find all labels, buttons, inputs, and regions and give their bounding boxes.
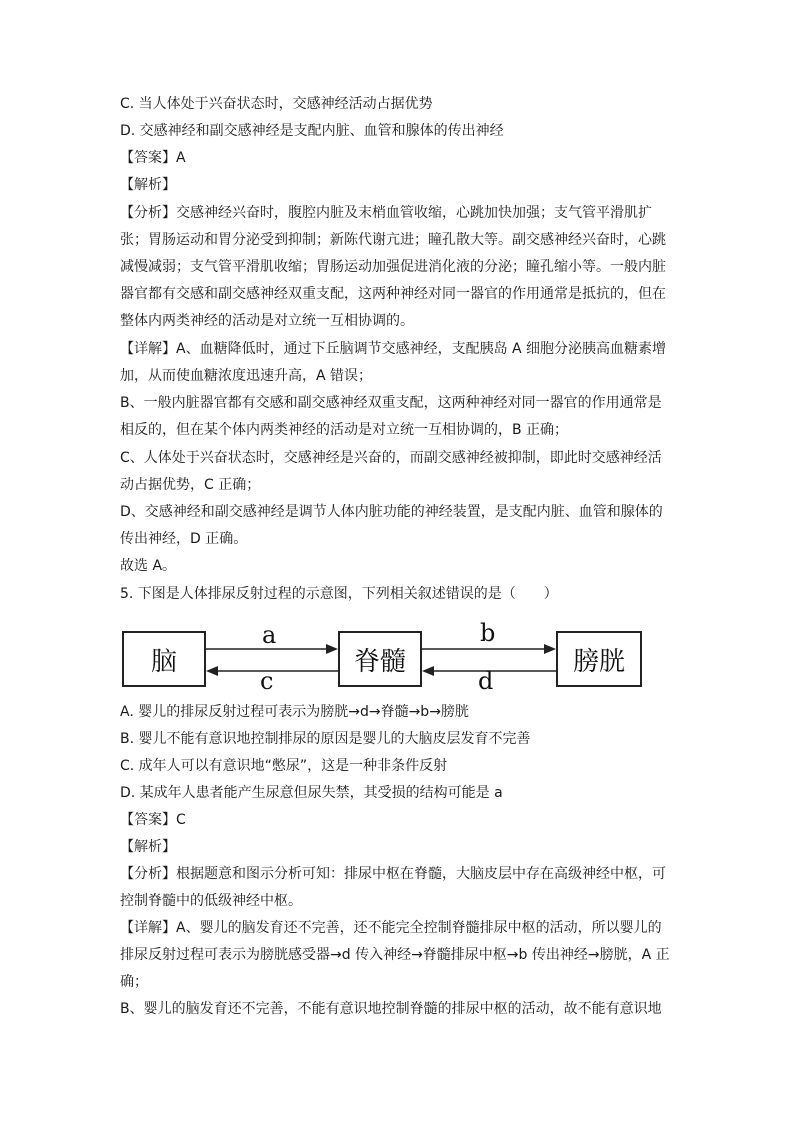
option-d: D. 交感神经和副交感神经是支配内脏、血管和腺体的传出神经 xyxy=(120,123,504,139)
option-d: D. 某成年人患者能产生尿意但尿失禁，其受损的结构可能是 a xyxy=(120,785,503,801)
diagram-arrows xyxy=(122,627,642,697)
arrow-b-head xyxy=(544,644,556,654)
label-a: a xyxy=(262,621,277,649)
analysis-text: 器官都有交感和副交感神经双重支配，这两种神经对同一器官的作用通常是抵抗的，但在 xyxy=(120,286,666,302)
question-5-stem: 5. 下图是人体排尿反射过程的示意图，下列相关叙述错误的是（ ） xyxy=(120,586,558,602)
analysis-text: 减慢减弱；支气管平滑肌收缩；胃肠运动加强促进消化液的分泌；瞳孔缩小等。一般内脏 xyxy=(120,259,666,275)
urination-reflex-diagram xyxy=(122,619,642,697)
answer-label: 【答案】C xyxy=(120,812,186,828)
analysis-text: 【分析】根据题意和图示分析可知：排尿中枢在脊髓，大脑皮层中存在高级神经中枢，可 xyxy=(120,866,666,882)
option-c: C. 当人体处于兴奋状态时，交感神经活动占据优势 xyxy=(120,96,433,112)
detail-text: B、婴儿的脑发育还不完善，不能有意识地控制脊髓的排尿中枢的活动，故不能有意识地 xyxy=(120,1001,662,1017)
detail-text: 【详解】A、婴儿的脑发育还不完善，还不能完全控制脊髓排尿中枢的活动，所以婴儿的 xyxy=(120,920,662,936)
conclusion-text: 故选 A。 xyxy=(120,558,177,574)
arrow-c-head xyxy=(206,666,218,676)
detail-text: D、交感神经和副交感神经是调节人体内脏功能的神经装置，是支配内脏、血管和腺体的 xyxy=(120,504,663,520)
box-spinal-cord: 脊髓 xyxy=(338,631,422,687)
analysis-label: 【解析】 xyxy=(120,177,176,193)
detail-text: C、人体处于兴奋状态时，交感神经是兴奋的，而副交感神经被抑制，即此时交感神经活 xyxy=(120,450,662,466)
label-c: c xyxy=(260,667,274,695)
detail-text: 加，从而使血糖浓度迅速升高，A 错误； xyxy=(120,368,373,384)
detail-text: 传出神经，D 正确。 xyxy=(120,531,248,547)
label-b: b xyxy=(480,619,496,647)
detail-text: 【详解】A、血糖降低时，通过下丘脑调节交感神经，支配胰岛 A 细胞分泌胰高血糖素增 xyxy=(120,341,667,357)
analysis-text: 【分析】交感神经兴奋时，腹腔内脏及末梢血管收缩，心跳加快加强；支气管平滑肌扩 xyxy=(120,205,652,221)
box-bladder: 膀胱 xyxy=(556,631,642,687)
option-a: A. 婴儿的排尿反射过程可表示为膀胱→d→脊髓→b→膀胱 xyxy=(120,704,469,720)
detail-text: 动占据优势，C 正确； xyxy=(120,477,261,493)
analysis-text: 张；胃肠运动和胃分泌受到抑制；新陈代谢亢进；瞳孔散大等。副交感神经兴奋时，心跳 xyxy=(120,232,666,248)
answer-label: 【答案】A xyxy=(120,150,186,166)
detail-text: 排尿反射过程可表示为膀胱感受器→d 传入神经→脊髓排尿中枢→b 传出神经→膀胱，A 正 xyxy=(120,947,670,963)
arrow-a-head xyxy=(326,644,338,654)
analysis-label: 【解析】 xyxy=(120,839,176,855)
detail-text: 确； xyxy=(120,974,148,990)
analysis-text: 整体内两类神经的活动是对立统一互相协调的。 xyxy=(120,313,414,329)
arrow-d-head xyxy=(422,666,434,676)
option-c: C. 成年人可以有意识地“憋尿”，这是一种非条件反射 xyxy=(120,758,448,774)
option-b: B. 婴儿不能有意识地控制排尿的原因是婴儿的大脑皮层发育不完善 xyxy=(120,731,531,747)
detail-text: B、一般内脏器官都有交感和副交感神经双重支配，这两种神经对同一器官的作用通常是 xyxy=(120,395,662,411)
detail-text: 相反的，但在某个体内两类神经的活动是对立统一互相协调的，B 正确； xyxy=(120,422,569,438)
analysis-text: 控制脊髓中的低级神经中枢。 xyxy=(120,893,302,909)
box-brain: 脑 xyxy=(122,631,206,687)
label-d: d xyxy=(478,667,494,695)
